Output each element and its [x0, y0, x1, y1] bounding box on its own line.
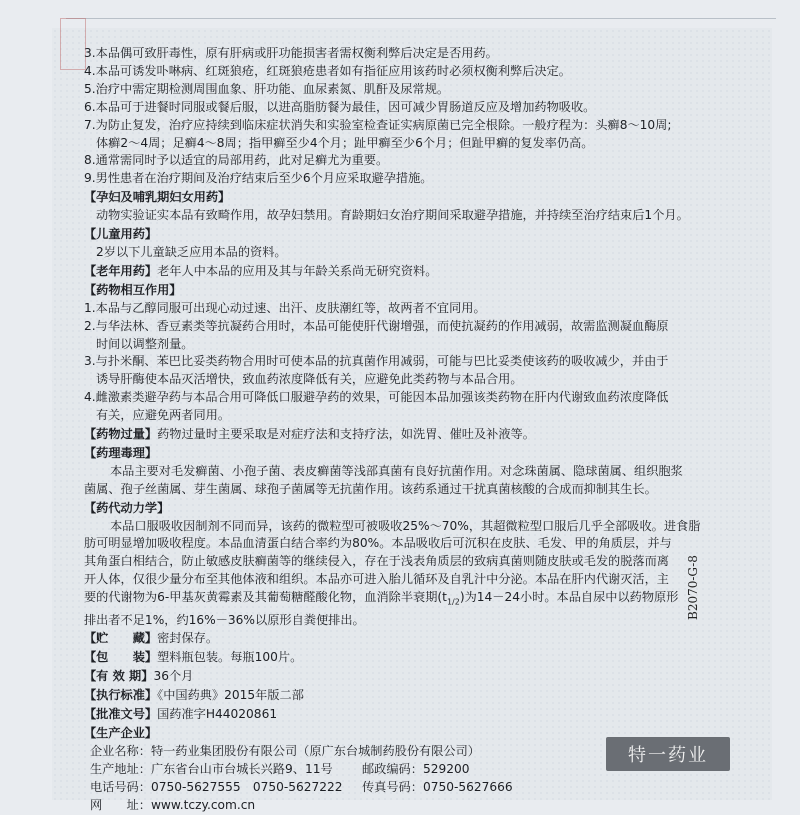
precaution-number: 8. [84, 153, 96, 168]
mfr-phone-label: 电话号码： [90, 779, 151, 794]
interaction-4-line-2: 有关，应避免两者同用。 [96, 408, 231, 423]
precaution-number: 3. [84, 46, 96, 60]
leaflet-content [84, 45, 716, 815]
overdose-section [84, 426, 716, 444]
precaution-text: 通常需同时予以适宜的局部用药，此对足癣尤为重要。 [95, 153, 389, 168]
storage-heading: 【贮 藏】 [84, 631, 158, 646]
interaction-text: 雌激素类避孕药与本品合用可降低口服避孕药的效果，可能因本品加强该类药物在肝内代谢致血药浓度降低 [95, 390, 669, 405]
corner-stamp [60, 18, 86, 70]
interaction-1-line-1 [84, 300, 716, 318]
approval-text: 国药准字H44020861 [157, 707, 278, 722]
pharmacology-section [84, 445, 716, 499]
pharmacology-line-1: 本品主要对毛发癣菌、小孢子菌、表皮癣菌等浅部真菌有良好抗菌作用。对念珠菌属、隐球菌属、组织胞浆 [110, 463, 683, 478]
overdose-text: 药物过量时主要采取是对症疗法和支持疗法，如洗胃、催吐及补液等。 [157, 427, 535, 442]
standard-row [84, 687, 716, 705]
interaction-text: 本品与乙醇同服可出现心动过速、出汗、皮肤潮红等，故两者不宜同用。 [95, 300, 486, 315]
package-row [84, 649, 716, 667]
elderly-section [84, 263, 716, 281]
top-divider [66, 18, 776, 19]
precaution-7-line-1 [84, 170, 716, 188]
pharmacokinetics-section [84, 500, 716, 630]
pk-line-5 [84, 589, 716, 611]
validity-heading: 【有 效 期】 [84, 669, 154, 684]
precaution-number: 6. [84, 99, 96, 114]
mfr-fax: 0750-5627666 [422, 779, 513, 794]
interaction-number: 3. [84, 354, 96, 369]
package-text: 塑料瓶包装。每瓶100片。 [157, 650, 303, 665]
storage-text: 密封保存。 [157, 631, 219, 646]
precaution-text: 本品可诱发卟啉病、红斑狼疮，红斑狼疮患者如有指征应用该药时必须权衡利弊后决定。 [95, 63, 571, 78]
pregnancy-heading: 【孕妇及哺乳期妇女用药】 [84, 190, 231, 205]
precaution-text: 治疗中需定期检测周围血象、肝功能、血尿素氮、肌酐及尿常规。 [95, 81, 450, 96]
standard-text: 《中国药典》2015年版二部 [157, 688, 304, 703]
children-section [84, 226, 716, 262]
interaction-text: 与扑米酮、苯巴比妥类药物合用时可使本品的抗真菌作用减弱，可能与巴比妥类使该药的吸收减少，并由于 [95, 354, 669, 369]
elderly-heading: 【老年用药】 [84, 263, 158, 278]
precaution-number: 4. [84, 63, 96, 78]
interaction-4-line-1 [84, 389, 716, 407]
interaction-number: 2. [84, 318, 96, 333]
pk-line-5a: 要的代谢物为6-甲基灰黄霉素及其葡萄糖醛酸化物，血消除半衰期(t [84, 590, 447, 605]
precaution-3-line-1 [84, 81, 716, 99]
mfr-fax-label: 传真号码： [362, 779, 423, 794]
manufacturer-heading: 【生产企业】 [84, 725, 158, 740]
brand-logo: 特一药业 [606, 737, 730, 771]
mfr-phone: 0750-5627555 0750-5627222 [150, 779, 343, 794]
precaution-4-line-1 [84, 99, 716, 117]
interaction-number: 4. [84, 390, 96, 405]
mfr-postcode-label: 邮政编码： [362, 761, 423, 776]
pk-line-4: 开人体，仅很少量分布至其他体液和组织。本品亦可进入胎儿循环及自乳汁中分泌。本品在肝内代谢灭活，主 [84, 572, 669, 587]
mfr-name-label: 企业名称： [90, 743, 151, 758]
interaction-number: 1. [84, 300, 96, 315]
interaction-3-line-1 [84, 353, 716, 371]
precaution-5-line-2: 体癣2～4周；足癣4～8周；指甲癣至少4个月；趾甲癣至少6个月；但趾甲癣的复发率仍高。 [96, 135, 594, 150]
pregnancy-section [84, 189, 716, 225]
elderly-text: 老年人中本品的应用及其与年龄关系尚无研究资料。 [157, 263, 438, 278]
mfr-address-label: 生产地址： [90, 761, 151, 776]
precaution-number: 5. [84, 81, 96, 96]
precautions-list [84, 45, 716, 188]
precaution-text: 本品偶可致肝毒性，原有肝病或肝功能损害者需权衡利弊后决定是否用药。 [95, 46, 498, 60]
pregnancy-text: 动物实验证实本品有致畸作用，故孕妇禁用。育龄期妇女治疗期间采取避孕措施，并持续至治疗结束后1个月。 [96, 208, 689, 223]
overdose-heading: 【药物过量】 [84, 427, 158, 442]
pk-line-6: 排出者不足1%，约16%－36%以原形自粪便排出。 [84, 612, 365, 627]
precaution-text: 男性患者在治疗期间及治疗结束后至少6个月应采取避孕措施。 [95, 171, 433, 186]
precaution-number: 9. [84, 171, 96, 186]
precaution-text: 为防止复发，治疗应持续到临床症状消失和实验室检查证实病原菌已完全根除。一般疗程为：头癣8～10周; [95, 117, 672, 132]
pk-line-5b: )为14－24小时。本品自尿中以药物原形 [459, 590, 679, 605]
precaution-6-line-1 [84, 152, 716, 170]
package-heading: 【包 装】 [84, 650, 158, 665]
side-print-code: B2070-G-8 [686, 555, 700, 620]
approval-heading: 【批准文号】 [84, 707, 158, 722]
mfr-phone-row [90, 779, 716, 797]
mfr-web-row [90, 797, 716, 815]
mfr-name: 特一药业集团股份有限公司（原广东台城制药股份有限公司） [150, 743, 480, 758]
children-heading: 【儿童用药】 [84, 227, 158, 242]
half-life-subscript: 1/2 [446, 597, 460, 607]
mfr-postcode: 529200 [422, 761, 470, 776]
storage-row [84, 630, 716, 648]
precaution-number: 7. [84, 117, 96, 132]
interaction-3-line-2: 诱导肝酶使本品灭活增快，致血药浓度降低有关，应避免此类药物与本品合用。 [96, 372, 523, 387]
interactions-heading: 【药物相互作用】 [84, 282, 182, 297]
mfr-address: 广东省台山市台城长兴路9、11号 [150, 761, 333, 776]
precaution-5-line-1 [84, 117, 716, 135]
validity-text: 36个月 [153, 669, 194, 684]
precaution-2-line-1 [84, 63, 716, 81]
precaution-1-line-1 [84, 45, 716, 63]
interactions-section [84, 282, 716, 425]
pharmacology-line-2: 菌属、孢子丝菌属、芽生菌属、球孢子菌属等无抗菌作用。该药系通过干扰真菌核酸的合成而抑制其生长。 [84, 481, 657, 496]
pharmacokinetics-heading: 【药代动力学】 [84, 500, 170, 515]
interaction-2-line-2: 时间以调整剂量。 [96, 336, 194, 351]
approval-row [84, 706, 716, 724]
standard-heading: 【执行标准】 [84, 688, 158, 703]
interaction-2-line-1 [84, 318, 716, 336]
precaution-text: 本品可于进餐时同服或餐后服，以进高脂肪餐为最佳，因可减少胃肠道反应及增加药物吸收。 [95, 99, 596, 114]
interaction-text: 与华法林、香豆素类等抗凝药合用时，本品可能使肝代谢增强，而使抗凝药的作用减弱，故需监测凝血酶原 [95, 318, 669, 333]
mfr-web-label: 网 址： [90, 797, 151, 812]
pk-line-1: 本品口服吸收因制剂不同而异，该药的微粒型可被吸收25%～70%，其超微粒型口服后几乎全部吸收。进食脂 [110, 518, 701, 533]
pharmacology-heading: 【药理毒理】 [84, 445, 158, 460]
pk-line-3: 其角蛋白相结合，防止敏感皮肤癣菌等的继续侵入，存在于浅表角质层的致病真菌则随皮肤或毛发的脱落而离 [84, 554, 669, 569]
children-text: 2岁以下儿童缺乏应用本品的资料。 [96, 244, 287, 259]
validity-row [84, 668, 716, 686]
interactions-list [84, 300, 716, 425]
mfr-web[interactable]: www.tczy.com.cn [150, 797, 256, 812]
pk-line-2: 肪可明显增加吸收程度。本品血清蛋白结合率约为80%。本品吸收后可沉积在皮肤、毛发、甲的角质层，并与 [84, 536, 672, 551]
